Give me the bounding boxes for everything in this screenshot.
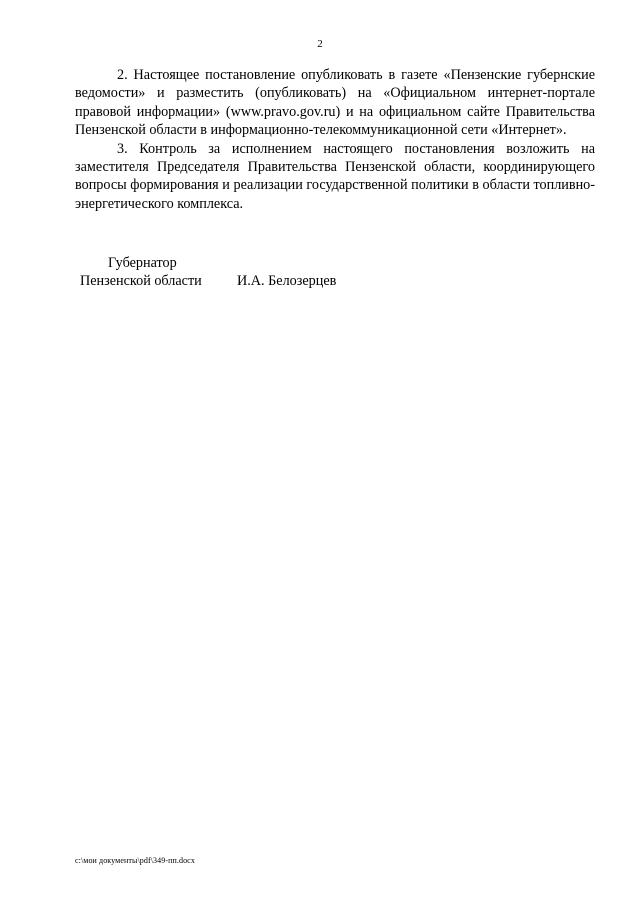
signature-title-line2: Пензенской области (80, 273, 202, 290)
signature-title-line1: Губернатор (108, 255, 177, 271)
signature-block (80, 254, 380, 291)
paragraph-publication: 2. Настоящее постановление опубликовать в газете «Пензенские губернские ведомости» и разместить (опубликовать) на «Официальном интернет-портале правовой информации» (www.pravo.gov.ru) и на официальном сайте Правительства Пензенской области в информационно-телекоммуникационной сети «Интернет». (75, 67, 595, 139)
signature-row (80, 272, 380, 290)
document-body (75, 66, 595, 213)
footer-file-path: c:\мои документы\pdf\349-пп.docx (75, 856, 195, 865)
paragraph-control: 3. Контроль за исполнением настоящего постановления возложить на заместителя Председателя Правительства Пензенской области, координирующего вопросы формирования и реализации государственной политики в области топливно-энергетического комплекса. (75, 140, 595, 212)
signature-name: И.А. Белозерцев (237, 273, 337, 290)
page-number: 2 (317, 38, 323, 50)
